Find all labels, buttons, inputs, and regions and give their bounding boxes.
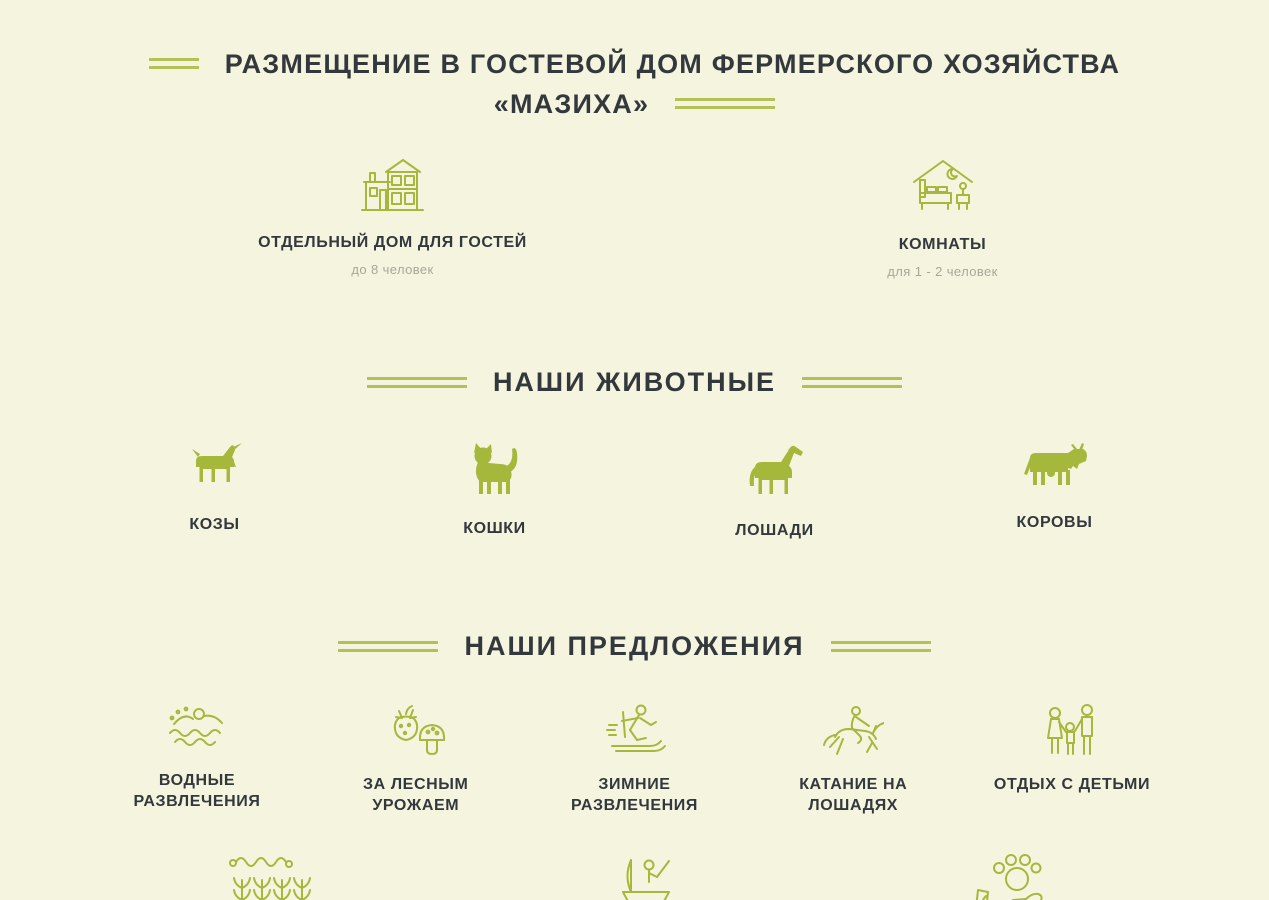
animal-care-icon xyxy=(972,852,1050,900)
forest-harvest-icon xyxy=(386,702,446,758)
accommodation-item-label: ОТДЕЛЬНЫЙ ДОМ ДЛЯ ГОСТЕЙ xyxy=(258,234,527,251)
animal-item-label: ЛОШАДИ xyxy=(735,522,814,539)
animal-item-goats xyxy=(155,442,275,541)
offer-item-animal-care xyxy=(972,852,1050,900)
decor-lines-icon xyxy=(802,377,902,388)
guest-house-icon xyxy=(361,156,425,214)
offer-item-kids xyxy=(992,702,1152,816)
offer-item-label: ВОДНЫЕ РАЗВЛЕЧЕНИЯ xyxy=(133,772,261,810)
animal-item-horses xyxy=(715,442,835,541)
offer-item-label: КАТАНИЕ НА ЛОШАДЯХ xyxy=(799,776,908,814)
animals-row xyxy=(155,442,1115,541)
cat-icon xyxy=(467,442,523,498)
animal-item-label: КОРОВЫ xyxy=(1016,514,1093,531)
family-icon xyxy=(1042,702,1102,758)
section-title-animals xyxy=(0,367,1269,398)
accommodation-item-subtitle: для 1 - 2 человек xyxy=(887,264,998,279)
page-title-line1: РАЗМЕЩЕНИЕ В ГОСТЕВОЙ ДОМ ФЕРМЕРСКОГО ХОЗЯЙСТВА xyxy=(224,49,1121,79)
decor-lines-icon xyxy=(831,641,931,652)
garden-icon xyxy=(220,852,318,900)
accommodation-item-label: КОМНАТЫ xyxy=(898,236,987,253)
goat-icon xyxy=(184,442,246,494)
offers-row-2 xyxy=(220,852,1050,900)
skiing-icon xyxy=(604,702,666,758)
horseback-riding-icon xyxy=(822,702,884,758)
offers-row xyxy=(117,702,1152,816)
horse-icon xyxy=(743,442,807,500)
offer-item-horse-riding xyxy=(773,702,933,816)
animal-item-label: КОЗЫ xyxy=(189,516,240,533)
offer-item-forest-harvest xyxy=(336,702,496,816)
offer-item-fishing xyxy=(609,852,681,900)
accommodation-item-rooms xyxy=(701,156,1185,279)
page-title xyxy=(0,0,1269,124)
section-title-offers xyxy=(0,631,1269,662)
bedroom-icon xyxy=(910,156,976,216)
fishing-icon xyxy=(609,852,681,900)
page-title-line2: «МАЗИХА» xyxy=(493,89,650,119)
decor-lines-icon xyxy=(149,58,199,69)
animal-item-cats xyxy=(435,442,555,541)
accommodation-item-guest-house xyxy=(85,156,701,279)
offer-item-label: ЗИМНИЕ РАЗВЛЕЧЕНИЯ xyxy=(571,776,698,814)
offer-item-label: ОТДЫХ С ДЕТЬМИ xyxy=(993,776,1151,793)
decor-lines-icon xyxy=(338,641,438,652)
offer-item-label: ЗА ЛЕСНЫМ УРОЖАЕМ xyxy=(363,776,469,814)
animal-item-label: КОШКИ xyxy=(463,520,526,537)
offers-heading: НАШИ ПРЕДЛОЖЕНИЯ xyxy=(464,631,805,661)
accommodation-row xyxy=(85,156,1185,279)
decor-lines-icon xyxy=(367,377,467,388)
offer-item-winter xyxy=(555,702,715,816)
offer-item-garden xyxy=(220,852,318,900)
decor-lines-icon xyxy=(675,98,775,109)
accommodation-item-subtitle: до 8 человек xyxy=(351,262,434,277)
cow-icon xyxy=(1020,442,1090,492)
animal-item-cows xyxy=(995,442,1115,541)
offer-item-water xyxy=(117,702,277,816)
swimming-icon xyxy=(166,702,228,754)
animals-heading: НАШИ ЖИВОТНЫЕ xyxy=(492,367,777,397)
